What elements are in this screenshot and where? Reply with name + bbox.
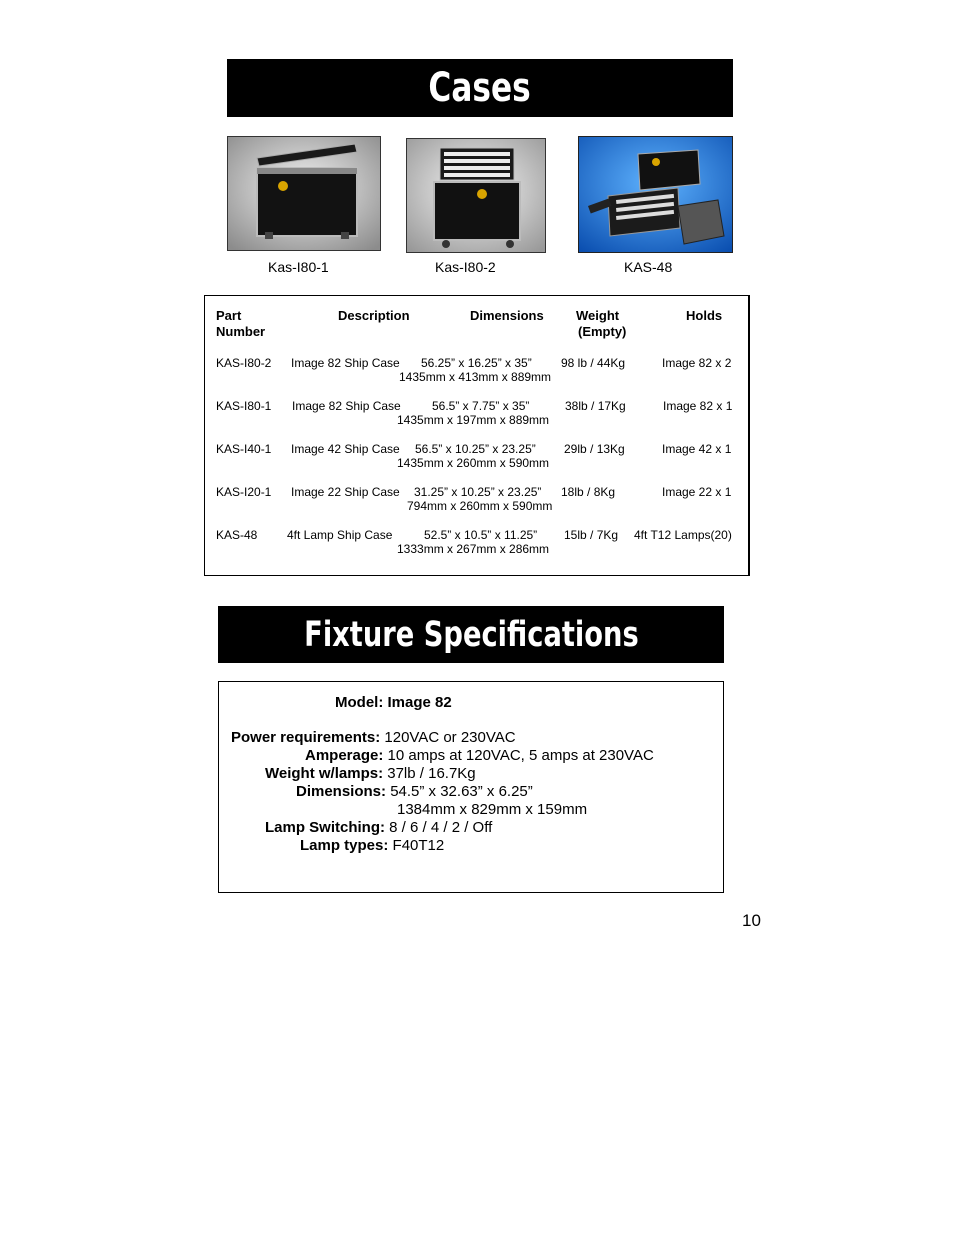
cell-holds: Image 22 x 1: [662, 485, 732, 499]
cell-holds: Image 82 x 1: [663, 399, 733, 413]
spec-weight: Weight w/lamps: 37lb / 16.7Kg: [265, 765, 476, 782]
cell-holds: Image 42 x 1: [662, 442, 732, 456]
spec-amperage: Amperage: 10 amps at 120VAC, 5 amps at 230VAC: [305, 747, 654, 764]
cases-heading: [227, 59, 733, 117]
cell-dimensions-mm: 1333mm x 267mm x 286mm: [397, 542, 550, 556]
cell-description: Image 22 Ship Case: [291, 485, 400, 499]
cell-holds: 4ft T12 Lamps(20): [634, 528, 732, 542]
cases-table: [204, 295, 750, 576]
spec-power: Power requirements: 120VAC or 230VAC: [231, 729, 516, 746]
fixture-specifications-heading-text: Fixture Specifications: [303, 614, 639, 655]
spec-lamp-types: Lamp types: F40T12: [300, 837, 445, 854]
cell-part: KAS-I80-2: [216, 356, 272, 370]
page-number: 10: [742, 911, 761, 930]
open-ship-case-photo: [227, 136, 381, 251]
cell-weight: 18lb / 8Kg: [561, 485, 616, 499]
cell-part: KAS-I20-1: [216, 485, 272, 499]
cell-dimensions-mm: 794mm x 260mm x 590mm: [407, 499, 553, 513]
spec-dimensions-mm: 1384mm x 829mm x 159mm: [397, 801, 588, 818]
cell-dimensions: 56.5” x 10.25” x 23.25”: [415, 442, 536, 456]
cell-dimensions: 52.5” x 10.5” x 11.25”: [424, 528, 538, 542]
cell-weight: 38lb / 17Kg: [565, 399, 626, 413]
cell-description: Image 82 Ship Case: [291, 356, 400, 370]
cell-dimensions: 31.25” x 10.25” x 23.25”: [414, 485, 542, 499]
cell-dimensions: 56.5” x 7.75” x 35”: [432, 399, 530, 413]
cell-description: Image 42 Ship Case: [291, 442, 400, 456]
cell-part: KAS-48: [216, 528, 258, 542]
photo-caption: Kas-I80-2: [435, 259, 496, 275]
fixture-specifications-heading: [218, 606, 724, 663]
model-name: Model: Image 82: [335, 694, 452, 711]
header-dimensions: Dimensions: [470, 308, 544, 323]
cell-weight: 98 lb / 44Kg: [561, 356, 626, 370]
cell-part: KAS-I40-1: [216, 442, 272, 456]
cell-dimensions-mm: 1435mm x 197mm x 889mm: [397, 413, 550, 427]
cell-part: KAS-I80-1: [216, 399, 272, 413]
spec-dimensions: Dimensions: 54.5” x 32.63” x 6.25”: [296, 783, 533, 800]
cell-dimensions: 56.25” x 16.25” x 35”: [421, 356, 532, 370]
cell-holds: Image 82 x 2: [662, 356, 732, 370]
header-description: Description: [338, 308, 410, 323]
cell-dimensions-mm: 1435mm x 260mm x 590mm: [397, 456, 550, 470]
fixture-spec-box: [218, 681, 724, 893]
cell-weight: 29lb / 13Kg: [564, 442, 625, 456]
photo-caption: KAS-48: [624, 259, 673, 275]
header-part-number: Part Number: [216, 308, 266, 339]
open-ship-case-with-fixture-photo: [406, 138, 546, 253]
cell-weight: 15lb / 7Kg: [564, 528, 619, 542]
photo-caption: Kas-I80-1: [268, 259, 329, 275]
spec-lamp-switching: Lamp Switching: 8 / 6 / 4 / 2 / Off: [265, 819, 493, 836]
header-holds: Holds: [686, 308, 723, 323]
cases-heading-text: Cases: [428, 65, 532, 111]
cell-dimensions-mm: 1435mm x 413mm x 889mm: [399, 370, 552, 384]
cell-description: Image 82 Ship Case: [292, 399, 401, 413]
header-weight: Weight (Empty): [576, 308, 627, 339]
lamp-case-photo: [578, 136, 733, 253]
cell-description: 4ft Lamp Ship Case: [287, 528, 393, 542]
